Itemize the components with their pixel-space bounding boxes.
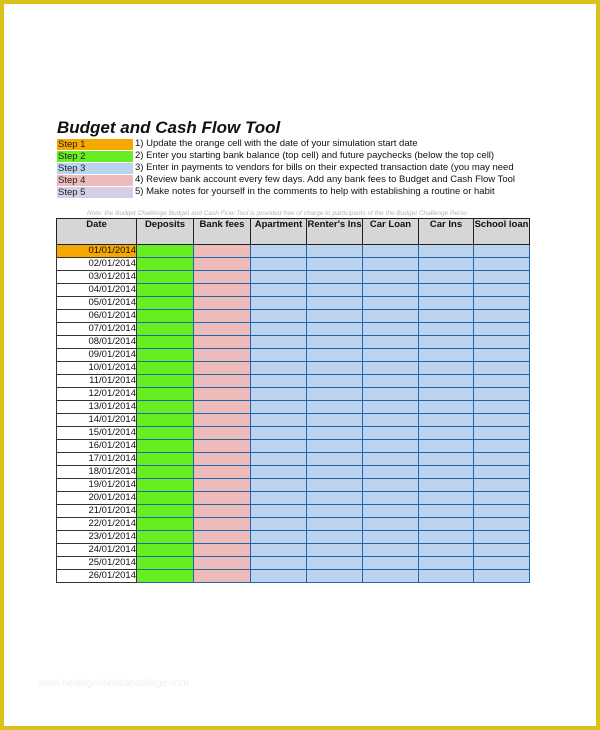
- apartment-cell[interactable]: [251, 336, 307, 349]
- car-ins-cell[interactable]: [419, 557, 474, 570]
- renters-ins-cell[interactable]: [307, 518, 363, 531]
- step-row: [57, 174, 515, 186]
- bank-fees-cell[interactable]: [194, 284, 251, 297]
- car-loan-cell[interactable]: [363, 440, 419, 453]
- table-row: [57, 258, 530, 271]
- deposits-cell[interactable]: [137, 531, 194, 544]
- column-header: Renter's Ins: [307, 219, 363, 245]
- table-row: [57, 427, 530, 440]
- bank-fees-cell[interactable]: [194, 375, 251, 388]
- apartment-cell[interactable]: [251, 427, 307, 440]
- car-loan-cell[interactable]: [363, 310, 419, 323]
- table-row: [57, 570, 530, 583]
- bank-fees-cell[interactable]: [194, 531, 251, 544]
- apartment-cell[interactable]: [251, 544, 307, 557]
- car-ins-cell[interactable]: [419, 518, 474, 531]
- table-row: [57, 531, 530, 544]
- car-ins-cell[interactable]: [419, 323, 474, 336]
- school-loan-cell[interactable]: [474, 531, 530, 544]
- column-header: Apartment: [251, 219, 307, 245]
- renters-ins-cell[interactable]: [307, 544, 363, 557]
- deposits-cell[interactable]: [137, 362, 194, 375]
- car-loan-cell[interactable]: [363, 505, 419, 518]
- watermark: www.heritagechristiancollege.com: [38, 678, 189, 689]
- car-loan-cell[interactable]: [363, 557, 419, 570]
- apartment-cell[interactable]: [251, 531, 307, 544]
- column-header: Deposits: [137, 219, 194, 245]
- school-loan-cell[interactable]: [474, 557, 530, 570]
- table-row: [57, 284, 530, 297]
- deposits-cell[interactable]: [137, 414, 194, 427]
- deposits-cell[interactable]: [137, 336, 194, 349]
- car-ins-cell[interactable]: [419, 375, 474, 388]
- renters-ins-cell[interactable]: [307, 440, 363, 453]
- step-row: [57, 186, 515, 198]
- date-cell[interactable]: 13/01/2014: [57, 401, 137, 414]
- deposits-cell[interactable]: [137, 245, 194, 258]
- renters-ins-cell[interactable]: [307, 323, 363, 336]
- apartment-cell[interactable]: [251, 310, 307, 323]
- car-loan-cell[interactable]: [363, 570, 419, 583]
- table-row: [57, 297, 530, 310]
- school-loan-cell[interactable]: [474, 401, 530, 414]
- deposits-cell[interactable]: [137, 310, 194, 323]
- table-row: [57, 245, 530, 258]
- school-loan-cell[interactable]: [474, 375, 530, 388]
- renters-ins-cell[interactable]: [307, 297, 363, 310]
- apartment-cell[interactable]: [251, 440, 307, 453]
- car-ins-cell[interactable]: [419, 284, 474, 297]
- school-loan-cell[interactable]: [474, 336, 530, 349]
- cash-flow-table: [56, 218, 530, 583]
- apartment-cell[interactable]: [251, 492, 307, 505]
- table-row: [57, 362, 530, 375]
- car-ins-cell[interactable]: [419, 310, 474, 323]
- step-label: Step 5: [57, 187, 133, 198]
- car-ins-cell[interactable]: [419, 544, 474, 557]
- apartment-cell[interactable]: [251, 453, 307, 466]
- deposits-cell[interactable]: [137, 466, 194, 479]
- car-loan-cell[interactable]: [363, 531, 419, 544]
- car-ins-cell[interactable]: [419, 362, 474, 375]
- bank-fees-cell[interactable]: [194, 492, 251, 505]
- apartment-cell[interactable]: [251, 284, 307, 297]
- header-row: [57, 219, 530, 245]
- car-loan-cell[interactable]: [363, 349, 419, 362]
- bank-fees-cell[interactable]: [194, 323, 251, 336]
- school-loan-cell[interactable]: [474, 479, 530, 492]
- date-cell[interactable]: 24/01/2014: [57, 544, 137, 557]
- renters-ins-cell[interactable]: [307, 271, 363, 284]
- car-ins-cell[interactable]: [419, 427, 474, 440]
- car-loan-cell[interactable]: [363, 479, 419, 492]
- start-date-cell[interactable]: 01/01/2014: [57, 245, 137, 258]
- step-text: 3) Enter in payments to vendors for bills on their expected transaction date (you may need: [135, 162, 514, 173]
- date-cell[interactable]: 20/01/2014: [57, 492, 137, 505]
- apartment-cell[interactable]: [251, 505, 307, 518]
- car-ins-cell[interactable]: [419, 401, 474, 414]
- car-loan-cell[interactable]: [363, 271, 419, 284]
- renters-ins-cell[interactable]: [307, 401, 363, 414]
- car-loan-cell[interactable]: [363, 492, 419, 505]
- bank-fees-cell[interactable]: [194, 427, 251, 440]
- school-loan-cell[interactable]: [474, 258, 530, 271]
- school-loan-cell[interactable]: [474, 310, 530, 323]
- car-ins-cell[interactable]: [419, 453, 474, 466]
- deposits-cell[interactable]: [137, 271, 194, 284]
- bank-fees-cell[interactable]: [194, 297, 251, 310]
- step-row: [57, 150, 515, 162]
- deposits-cell[interactable]: [137, 349, 194, 362]
- car-loan-cell[interactable]: [363, 284, 419, 297]
- car-loan-cell[interactable]: [363, 453, 419, 466]
- step-label: Step 4: [57, 175, 133, 186]
- school-loan-cell[interactable]: [474, 388, 530, 401]
- apartment-cell[interactable]: [251, 362, 307, 375]
- date-cell[interactable]: 15/01/2014: [57, 427, 137, 440]
- step-text: 2) Enter you starting bank balance (top cell) and future paychecks (below the top cell): [135, 150, 495, 161]
- date-cell[interactable]: 14/01/2014: [57, 414, 137, 427]
- table-row: [57, 336, 530, 349]
- deposits-cell[interactable]: [137, 375, 194, 388]
- apartment-cell[interactable]: [251, 375, 307, 388]
- table-row: [57, 271, 530, 284]
- apartment-cell[interactable]: [251, 479, 307, 492]
- school-loan-cell[interactable]: [474, 284, 530, 297]
- deposits-cell[interactable]: [137, 518, 194, 531]
- car-loan-cell[interactable]: [363, 362, 419, 375]
- apartment-cell[interactable]: [251, 388, 307, 401]
- date-cell[interactable]: 12/01/2014: [57, 388, 137, 401]
- renters-ins-cell[interactable]: [307, 310, 363, 323]
- school-loan-cell[interactable]: [474, 271, 530, 284]
- deposits-cell[interactable]: [137, 388, 194, 401]
- bank-fees-cell[interactable]: [194, 557, 251, 570]
- renters-ins-cell[interactable]: [307, 570, 363, 583]
- bank-fees-cell[interactable]: [194, 518, 251, 531]
- deposits-cell[interactable]: [137, 492, 194, 505]
- bank-fees-cell[interactable]: [194, 544, 251, 557]
- deposits-cell[interactable]: [137, 258, 194, 271]
- bank-fees-cell[interactable]: [194, 271, 251, 284]
- bank-fees-cell[interactable]: [194, 258, 251, 271]
- school-loan-cell[interactable]: [474, 544, 530, 557]
- date-cell[interactable]: 10/01/2014: [57, 362, 137, 375]
- bank-fees-cell[interactable]: [194, 336, 251, 349]
- date-cell[interactable]: 23/01/2014: [57, 531, 137, 544]
- date-cell[interactable]: 09/01/2014: [57, 349, 137, 362]
- renters-ins-cell[interactable]: [307, 479, 363, 492]
- table-row: [57, 414, 530, 427]
- table-row: [57, 440, 530, 453]
- school-loan-cell[interactable]: [474, 518, 530, 531]
- car-ins-cell[interactable]: [419, 297, 474, 310]
- table-row: [57, 544, 530, 557]
- renters-ins-cell[interactable]: [307, 531, 363, 544]
- car-ins-cell[interactable]: [419, 505, 474, 518]
- date-cell[interactable]: 19/01/2014: [57, 479, 137, 492]
- step-row: [57, 162, 515, 174]
- step-text: 1) Update the orange cell with the date of your simulation start date: [135, 138, 418, 149]
- apartment-cell[interactable]: [251, 570, 307, 583]
- table-row: [57, 518, 530, 531]
- renters-ins-cell[interactable]: [307, 258, 363, 271]
- apartment-cell[interactable]: [251, 401, 307, 414]
- car-ins-cell[interactable]: [419, 440, 474, 453]
- car-ins-cell[interactable]: [419, 466, 474, 479]
- step-row: [57, 138, 515, 150]
- school-loan-cell[interactable]: [474, 362, 530, 375]
- bank-fees-cell[interactable]: [194, 479, 251, 492]
- renters-ins-cell[interactable]: [307, 557, 363, 570]
- deposits-cell[interactable]: [137, 453, 194, 466]
- bank-fees-cell[interactable]: [194, 466, 251, 479]
- car-ins-cell[interactable]: [419, 245, 474, 258]
- date-cell[interactable]: 05/01/2014: [57, 297, 137, 310]
- deposits-cell[interactable]: [137, 323, 194, 336]
- car-loan-cell[interactable]: [363, 414, 419, 427]
- school-loan-cell[interactable]: [474, 323, 530, 336]
- school-loan-cell[interactable]: [474, 453, 530, 466]
- table-row: [57, 349, 530, 362]
- car-ins-cell[interactable]: [419, 570, 474, 583]
- apartment-cell[interactable]: [251, 323, 307, 336]
- date-cell[interactable]: 07/01/2014: [57, 323, 137, 336]
- deposits-cell[interactable]: [137, 505, 194, 518]
- apartment-cell[interactable]: [251, 414, 307, 427]
- renters-ins-cell[interactable]: [307, 245, 363, 258]
- column-header: Date: [57, 219, 137, 245]
- car-loan-cell[interactable]: [363, 466, 419, 479]
- school-loan-cell[interactable]: [474, 492, 530, 505]
- date-cell[interactable]: 04/01/2014: [57, 284, 137, 297]
- step-label: Step 3: [57, 163, 133, 174]
- car-loan-cell[interactable]: [363, 388, 419, 401]
- deposits-cell[interactable]: [137, 544, 194, 557]
- bank-fees-cell[interactable]: [194, 453, 251, 466]
- school-loan-cell[interactable]: [474, 505, 530, 518]
- car-loan-cell[interactable]: [363, 375, 419, 388]
- deposits-cell[interactable]: [137, 284, 194, 297]
- car-ins-cell[interactable]: [419, 414, 474, 427]
- school-loan-cell[interactable]: [474, 570, 530, 583]
- column-header: School loan: [474, 219, 530, 245]
- deposits-cell[interactable]: [137, 401, 194, 414]
- bank-fees-cell[interactable]: [194, 388, 251, 401]
- column-header: Bank fees: [194, 219, 251, 245]
- renters-ins-cell[interactable]: [307, 375, 363, 388]
- column-header: Car Ins: [419, 219, 474, 245]
- steps-legend: [57, 138, 515, 198]
- deposits-cell[interactable]: [137, 570, 194, 583]
- renters-ins-cell[interactable]: [307, 453, 363, 466]
- renters-ins-cell[interactable]: [307, 492, 363, 505]
- bank-fees-cell[interactable]: [194, 310, 251, 323]
- date-cell[interactable]: 06/01/2014: [57, 310, 137, 323]
- deposits-cell[interactable]: [137, 557, 194, 570]
- renters-ins-cell[interactable]: [307, 284, 363, 297]
- apartment-cell[interactable]: [251, 518, 307, 531]
- table-row: [57, 453, 530, 466]
- renters-ins-cell[interactable]: [307, 505, 363, 518]
- bank-fees-cell[interactable]: [194, 362, 251, 375]
- date-cell[interactable]: 03/01/2014: [57, 271, 137, 284]
- bank-fees-cell[interactable]: [194, 440, 251, 453]
- apartment-cell[interactable]: [251, 557, 307, 570]
- date-cell[interactable]: 26/01/2014: [57, 570, 137, 583]
- table-row: [57, 505, 530, 518]
- car-loan-cell[interactable]: [363, 427, 419, 440]
- school-loan-cell[interactable]: [474, 245, 530, 258]
- date-cell[interactable]: 18/01/2014: [57, 466, 137, 479]
- apartment-cell[interactable]: [251, 349, 307, 362]
- school-loan-cell[interactable]: [474, 297, 530, 310]
- car-ins-cell[interactable]: [419, 531, 474, 544]
- car-loan-cell[interactable]: [363, 401, 419, 414]
- apartment-cell[interactable]: [251, 271, 307, 284]
- date-cell[interactable]: 25/01/2014: [57, 557, 137, 570]
- bank-fees-cell[interactable]: [194, 570, 251, 583]
- school-loan-cell[interactable]: [474, 466, 530, 479]
- deposits-cell[interactable]: [137, 297, 194, 310]
- date-cell[interactable]: 08/01/2014: [57, 336, 137, 349]
- bank-fees-cell[interactable]: [194, 245, 251, 258]
- disclaimer-note: Note: the Budget Challenge Budget and Cash Flow Tool is provided free of charge to participants of the the Budget Challenge Perso: [87, 210, 467, 217]
- table-row: [57, 479, 530, 492]
- deposits-cell[interactable]: [137, 479, 194, 492]
- car-ins-cell[interactable]: [419, 349, 474, 362]
- table-row: [57, 557, 530, 570]
- step-text: 4) Review bank account every few days. Add any bank fees to Budget and Cash Flow Tool: [135, 174, 516, 185]
- table-row: [57, 492, 530, 505]
- car-loan-cell[interactable]: [363, 258, 419, 271]
- car-ins-cell[interactable]: [419, 388, 474, 401]
- bank-fees-cell[interactable]: [194, 401, 251, 414]
- car-loan-cell[interactable]: [363, 518, 419, 531]
- deposits-cell[interactable]: [137, 440, 194, 453]
- car-loan-cell[interactable]: [363, 297, 419, 310]
- apartment-cell[interactable]: [251, 258, 307, 271]
- table-row: [57, 310, 530, 323]
- car-ins-cell[interactable]: [419, 271, 474, 284]
- renters-ins-cell[interactable]: [307, 349, 363, 362]
- date-cell[interactable]: 16/01/2014: [57, 440, 137, 453]
- step-label: Step 1: [57, 139, 133, 150]
- car-loan-cell[interactable]: [363, 336, 419, 349]
- car-loan-cell[interactable]: [363, 544, 419, 557]
- renters-ins-cell[interactable]: [307, 427, 363, 440]
- date-cell[interactable]: 11/01/2014: [57, 375, 137, 388]
- car-loan-cell[interactable]: [363, 245, 419, 258]
- car-ins-cell[interactable]: [419, 479, 474, 492]
- apartment-cell[interactable]: [251, 245, 307, 258]
- table-row: [57, 401, 530, 414]
- school-loan-cell[interactable]: [474, 349, 530, 362]
- renters-ins-cell[interactable]: [307, 466, 363, 479]
- school-loan-cell[interactable]: [474, 414, 530, 427]
- step-text: 5) Make notes for yourself in the comments to help with establishing a routine or habit: [135, 186, 495, 197]
- table-row: [57, 323, 530, 336]
- school-loan-cell[interactable]: [474, 427, 530, 440]
- step-label: Step 2: [57, 151, 133, 162]
- car-ins-cell[interactable]: [419, 336, 474, 349]
- table-row: [57, 388, 530, 401]
- date-cell[interactable]: 02/01/2014: [57, 258, 137, 271]
- column-header: Car Loan: [363, 219, 419, 245]
- apartment-cell[interactable]: [251, 297, 307, 310]
- table-body: [57, 245, 530, 583]
- renters-ins-cell[interactable]: [307, 362, 363, 375]
- bank-fees-cell[interactable]: [194, 505, 251, 518]
- table-row: [57, 466, 530, 479]
- car-loan-cell[interactable]: [363, 323, 419, 336]
- renters-ins-cell[interactable]: [307, 336, 363, 349]
- sheet-title: Budget and Cash Flow Tool: [57, 118, 281, 137]
- bank-fees-cell[interactable]: [194, 349, 251, 362]
- apartment-cell[interactable]: [251, 466, 307, 479]
- school-loan-cell[interactable]: [474, 440, 530, 453]
- car-ins-cell[interactable]: [419, 492, 474, 505]
- car-ins-cell[interactable]: [419, 258, 474, 271]
- date-cell[interactable]: 21/01/2014: [57, 505, 137, 518]
- bank-fees-cell[interactable]: [194, 414, 251, 427]
- date-cell[interactable]: 17/01/2014: [57, 453, 137, 466]
- deposits-cell[interactable]: [137, 427, 194, 440]
- renters-ins-cell[interactable]: [307, 388, 363, 401]
- table-row: [57, 375, 530, 388]
- date-cell[interactable]: 22/01/2014: [57, 518, 137, 531]
- renters-ins-cell[interactable]: [307, 414, 363, 427]
